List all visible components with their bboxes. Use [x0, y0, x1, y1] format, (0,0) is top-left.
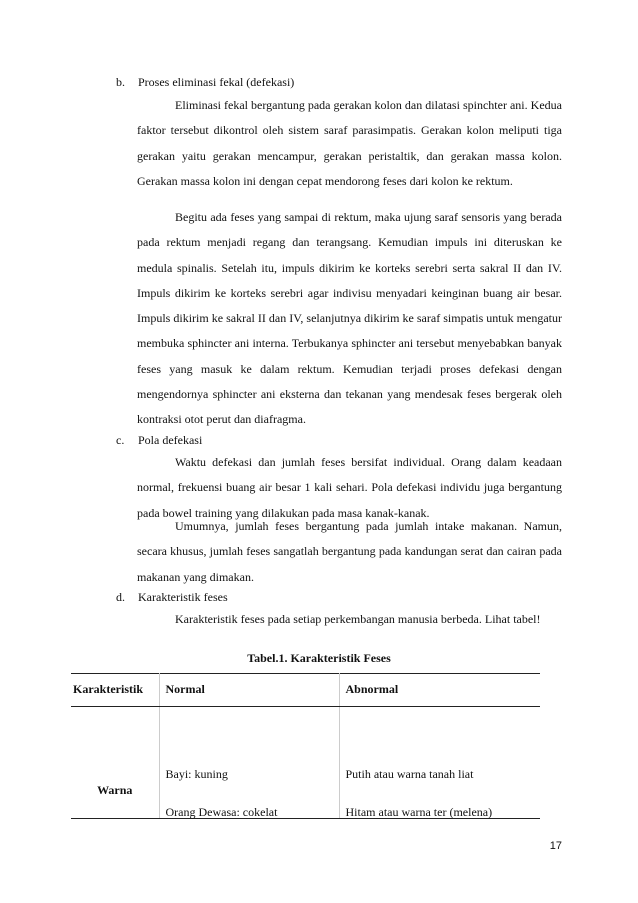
cell-abnormal [339, 707, 540, 819]
cell-normal [159, 707, 339, 819]
section-d-label: d. [116, 590, 125, 604]
table-row [71, 707, 540, 819]
characteristic-warna: Warna [97, 783, 133, 797]
cell-characteristic [71, 707, 159, 819]
section-b-title: Proses eliminasi fekal (defekasi) [138, 75, 295, 89]
abnormal-value-putih: Putih atau warna tanah liat [345, 767, 474, 781]
section-d-heading [116, 589, 228, 605]
normal-value-dewasa: Orang Dewasa: cokelat [165, 805, 278, 819]
section-c-label: c. [116, 433, 125, 447]
abnormal-value-hitam: Hitam atau warna ter (melena) [345, 805, 493, 819]
section-c-paragraph-1: Waktu defekasi dan jumlah feses bersifat individual. Orang dalam keadaan normal, frekuensi buang air besar 1 kali sehari. Pola defekasi individu juga bergantung pada bowel training yang dilakukan pada masa kanak-kanak. [137, 455, 562, 520]
page-number: 17 [549, 840, 562, 852]
header-normal: Normal [159, 674, 339, 707]
section-c-heading [116, 432, 202, 448]
header-abnormal: Abnormal [339, 674, 540, 707]
section-b-label: b. [116, 75, 125, 89]
section-b-paragraph-1: Eliminasi fekal bergantung pada gerakan kolon dan dilatasi spinchter ani. Kedua faktor tersebut dikontrol oleh sistem saraf parasimpatis. Gerakan kolon meliputi tiga gerakan yaitu gerakan mencampur, gerakan peristaltik, dan gerakan massa kolon. Gerakan massa kolon ini dengan cepat mendorong feses dari kolon ke rektum. [137, 98, 562, 188]
header-karakteristik: Karakteristik [71, 674, 159, 707]
characteristics-table [71, 673, 540, 819]
section-b-paragraph-2: Begitu ada feses yang sampai di rektum, maka ujung saraf sensoris yang berada pada rektum menjadi regang dan terangsang. Kemudian impuls ini diteruskan ke medula spinalis. Setelah itu, impuls dikirim ke korteks serebri serta sakral II dan IV. Impuls dikirim ke korteks serebri agar indivisu menyadari keinginan buang air besar. Impuls dikirim ke sakral II dan IV, selanjutnya dikirim ke saraf simpatis untuk mengatur membuka sphincter ani interna. Terbukanya sphincter ani tersebut menyebabkan banyak feses yang masuk ke dalam rektum. Kemudian terjadi proses defekasi dengan mengendornya sphincter ani eksterna dan tekanan yang mendesak feses bergerak oleh kontraksi otot perut dan diafragma. [137, 210, 562, 427]
table-caption: Tabel.1. Karakteristik Feses [247, 651, 391, 665]
table-header-row [71, 674, 540, 707]
section-c-title: Pola defekasi [138, 433, 203, 447]
normal-value-bayi: Bayi: kuning [165, 767, 228, 781]
section-c-paragraph-2: Umumnya, jumlah feses bergantung pada jumlah intake makanan. Namun, secara khusus, jumlah feses sangatlah bergantung pada kandungan serat dan cairan pada makanan yang dimakan. [137, 519, 562, 584]
section-d-title: Karakteristik feses [138, 590, 228, 604]
section-b-heading [116, 74, 294, 90]
section-d-paragraph-1: Karakteristik feses pada setiap perkembangan manusia berbeda. Lihat tabel! [175, 612, 541, 626]
